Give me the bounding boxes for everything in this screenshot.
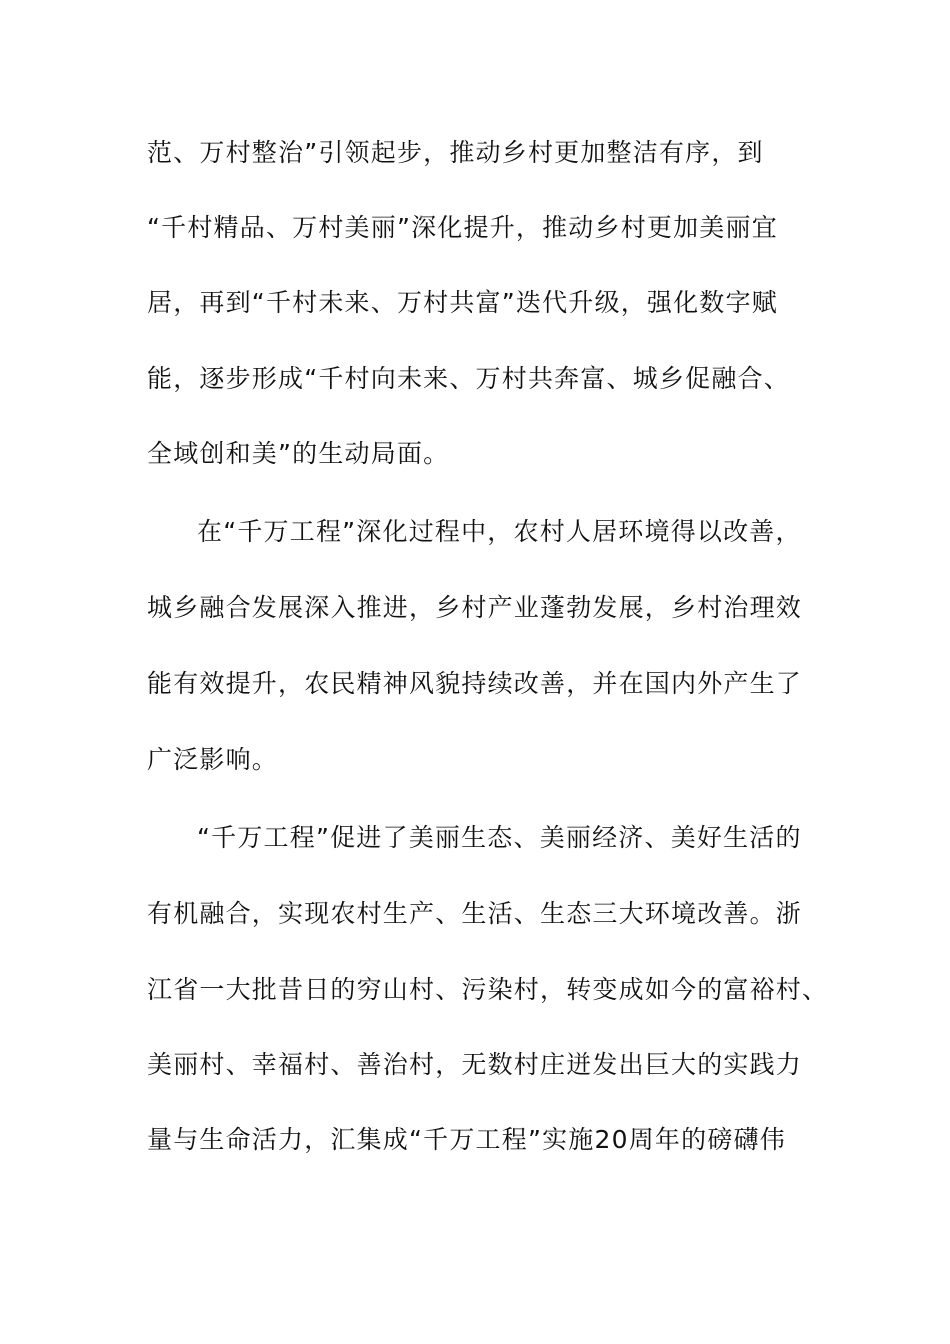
text-line: 全域创和美”的生动局面。: [147, 439, 450, 468]
text-line: 广泛影响。: [147, 745, 279, 774]
text-line: 在“千万工程”深化过程中，农村人居环境得以改善，: [197, 517, 802, 546]
text-line: 美丽村、幸福村、善治村，无数村庄迸发出巨大的实践力: [147, 1050, 803, 1079]
text-line: 能，逐步形成“千村向未来、万村共奔富、城乡促融合、: [147, 364, 790, 393]
text-line: 居，再到“千村未来、万村共富”迭代升级，强化数字赋: [147, 288, 778, 317]
text-line: 城乡融合发展深入推进，乡村产业蓬勃发展，乡村治理效: [147, 593, 803, 622]
text-line: “千村精品、万村美丽”深化提升，推动乡村更加美丽宜: [147, 213, 778, 242]
text-line: 量与生命活力，汇集成“千万工程”实施20周年的磅礴伟: [147, 1125, 786, 1154]
text-line: “千万工程”促进了美丽生态、美丽经济、美好生活的: [197, 823, 802, 852]
text-line: 有机融合，实现农村生产、生活、生态三大环境改善。浙: [147, 899, 803, 928]
text-line: 能有效提升，农民精神风貌持续改善，并在国内外产生了: [147, 669, 803, 698]
text-line: 江省一大批昔日的穷山村、污染村，转变成如今的富裕村、: [147, 975, 829, 1004]
text-line: 范、万村整治”引领起步，推动乡村更加整洁有序，到: [147, 138, 764, 167]
